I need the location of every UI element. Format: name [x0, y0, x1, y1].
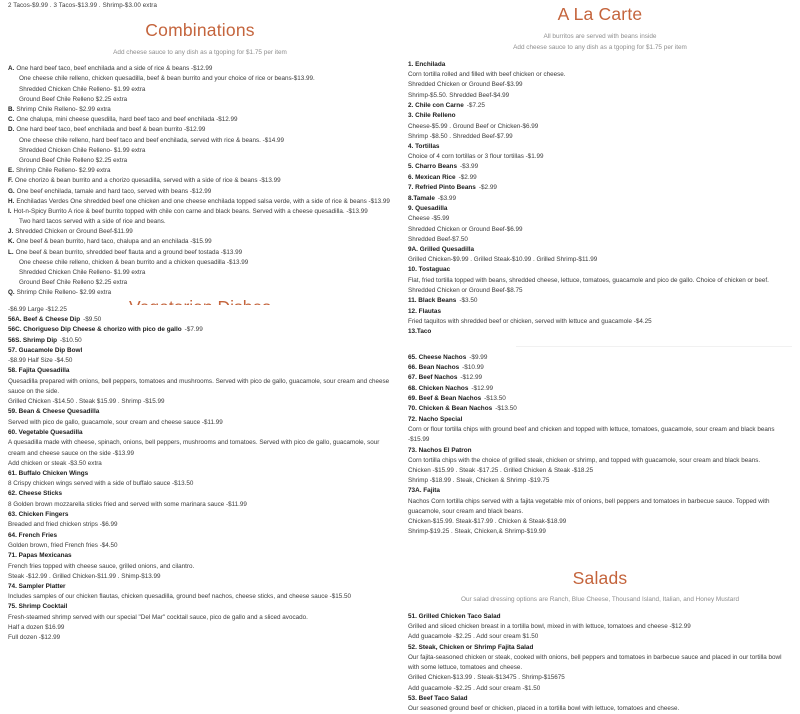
item-heading	[408, 245, 792, 255]
nachos-item	[408, 363, 792, 373]
item-name: 9. Quesadilla	[408, 204, 448, 212]
item-description-line: Choice of 4 corn tortillas or 3 flour tortillas -$1.99	[408, 153, 544, 161]
item-name: 56S. Shrimp Dip	[8, 336, 58, 344]
item-name: 51. Grilled Chicken Taco Salad	[408, 612, 501, 620]
item-heading	[8, 582, 392, 592]
combination-subline: Shredded Chicken Chile Relleno- $1.99 extra	[19, 85, 146, 93]
item-price: -$13.50	[484, 395, 506, 403]
item-heading	[408, 353, 792, 363]
top-note: 2 Tacos-$9.99 . 3 Tacos-$13.99 . Shrimp-$3.00 extra	[8, 2, 157, 9]
item-name: 68. Chicken Nachos	[408, 384, 469, 392]
item-heading	[8, 602, 392, 612]
combination-letter: L.	[8, 248, 14, 256]
item-name: 63. Chicken Fingers	[8, 511, 69, 518]
item-description-line: Shredded Chicken or Ground Beef-$6.99	[408, 225, 523, 233]
section-divider	[408, 342, 792, 351]
combination-description: Enchiladas Verdes One shredded beef one chicken and one cheese enchilada topped salsa verde, with a side of rice & beans -$13.99	[16, 197, 390, 205]
item-price: -$10.50	[60, 336, 82, 344]
item-name: 2. Chile con Carne	[408, 101, 464, 109]
combination-item	[8, 115, 392, 125]
combination-letter: I.	[8, 207, 12, 215]
item-name: 13.Taco	[408, 328, 432, 336]
combination-row	[8, 64, 392, 74]
nachos-item	[408, 394, 792, 404]
a-la-carte-item	[408, 60, 792, 101]
item-heading	[408, 446, 792, 456]
a-la-carte-item	[408, 194, 792, 204]
item-description-line: Shredded Chicken or Ground Beef-$8.75	[408, 287, 523, 295]
vegetarian-item	[8, 407, 392, 428]
combination-letter: F.	[8, 177, 13, 185]
item-price: -$7.99	[184, 326, 203, 334]
combination-item	[8, 176, 392, 186]
item-description-line: Shrimp -$18.99 . Steak, Chicken & Shrimp -$19.75	[408, 477, 550, 485]
combination-item	[8, 105, 392, 115]
item-description-line: Add guacamole -$2.25 . Add sour cream $1.50	[408, 633, 539, 641]
item-name: 58. Fajita Quesadilla	[8, 367, 70, 375]
item-name: 7. Refried Pinto Beans	[408, 184, 476, 192]
combination-item	[8, 187, 392, 197]
item-name: 6. Mexican Rice	[408, 173, 456, 181]
item-heading	[408, 404, 792, 414]
item-heading	[8, 510, 392, 520]
salad-item	[408, 643, 792, 694]
item-description-line: Our seasoned ground beef or chicken, placed in a tortilla bowl with lettuce, tomatoes and cheese.	[408, 705, 680, 713]
a-la-carte-item	[408, 204, 792, 245]
item-heading	[408, 643, 792, 653]
item-description-line: Add chicken or steak -$3.50 extra	[8, 459, 102, 467]
combinations-title: Combinations	[145, 20, 255, 40]
item-description-line: -$8.99 Half Size -$4.50	[8, 357, 73, 365]
combination-description: One chorizo & bean burrito and a chorizo quesadilla, served with a side of rice & beans -$13.99	[14, 177, 281, 185]
combination-letter: D.	[8, 126, 15, 134]
item-price: -$13.50	[495, 405, 517, 413]
combination-item	[8, 125, 392, 166]
combination-item	[8, 166, 392, 176]
combination-row	[8, 176, 392, 186]
combination-row	[8, 187, 392, 197]
combination-row	[8, 115, 392, 125]
combination-row	[8, 197, 392, 207]
combination-description: Shredded Chicken or Ground Beef-$11.99	[15, 228, 133, 236]
item-price: -$3.50	[459, 297, 478, 305]
nachos-item	[408, 373, 792, 383]
combination-item	[8, 227, 392, 237]
item-heading	[408, 101, 792, 111]
vegetarian-item	[8, 469, 392, 490]
item-heading	[8, 531, 392, 541]
item-heading	[408, 694, 792, 704]
combinations-subtitle: Add cheese sauce to any dish as a tgoping for $1.75 per item	[113, 48, 287, 56]
salads-subtitle: Our salad dressing options are Ranch, Blue Cheese, Thousand Island, Italian, and Honey Mustard	[460, 596, 740, 604]
vegetarian-item	[8, 336, 392, 346]
combination-letter: G.	[8, 187, 15, 195]
item-heading	[408, 162, 792, 172]
combination-letter: H.	[8, 197, 15, 205]
item-heading	[8, 315, 392, 325]
item-description-line: Chicken-$15.99. Steak-$17.99 . Chicken & Steak-$18.99	[408, 518, 567, 526]
item-price: -$2.99	[458, 173, 477, 181]
vegetarian-item	[8, 428, 392, 469]
item-name: 59. Bean & Cheese Quesadilla	[8, 408, 100, 416]
item-heading	[408, 612, 792, 622]
item-name: 73A. Fajita	[408, 487, 440, 495]
item-price: -$2.99	[478, 184, 497, 192]
item-heading	[408, 173, 792, 183]
nachos-item	[408, 446, 792, 487]
a-la-carte-item	[408, 327, 792, 337]
item-heading	[408, 384, 792, 394]
a-la-carte-item	[408, 101, 792, 111]
item-name: 62. Cheese Sticks	[8, 490, 62, 498]
item-description-line: Corn tortilla chips with the choice of grilled steak, chicken or shrimp, and topped with guacamole, sour cream and black beans.	[408, 456, 761, 464]
item-name: 69. Beef & Bean Nachos	[408, 395, 482, 403]
vegetarian-item	[8, 510, 392, 531]
item-description-line: Grilled Chicken -$14.50 . Steak $15.99 . Shrimp -$15.99	[8, 398, 165, 406]
item-heading	[8, 346, 392, 356]
item-name: 52. Steak, Chicken or Shrimp Fajita Salad	[408, 643, 534, 651]
item-description-line: Quesadilla prepared with onions, bell peppers, tomatoes and mushrooms. Served with pico de gallo, guacamole, sour cream and cheese sauce on the side.	[8, 377, 390, 395]
item-description-line: Includes samples of our chicken flautas, chicken quesadilla, ground beef nachos, cheese sticks, and cheese sauce -$15.50	[8, 593, 352, 601]
vegetarian-item	[8, 531, 392, 552]
combination-subline: One cheese chile relleno, chicken & bean burrito and a chicken quesadilla -$13.99	[19, 258, 249, 266]
a-la-carte-subtitle-1: All burritos are served with beans inside	[543, 32, 657, 40]
item-heading	[408, 60, 792, 70]
item-description-line: Corn or flour tortilla chips with ground beef and chicken and topped with lettuce, tomatoes, guacamole, sour cream and black beans -$15.99	[408, 426, 775, 444]
salad-item	[408, 694, 792, 714]
nachos-item	[408, 415, 792, 446]
right-column	[400, 0, 800, 714]
combination-row	[8, 237, 392, 247]
item-description-line: Nachos Corn tortilla chips served with a fajita vegetable mix of onions, bell peppers and tomatoes in barbecue sauce. Topped with guacamole, sour cream and black beans.	[408, 497, 770, 516]
a-la-carte-item	[408, 173, 792, 183]
item-heading	[8, 336, 392, 346]
combination-description: One hard beef taco, beef enchilada and a side of rice & beans -$12.99	[16, 65, 213, 73]
item-description-line: Cheese -$5.99	[408, 215, 450, 223]
item-heading	[8, 325, 392, 335]
item-heading	[408, 194, 792, 204]
combination-item	[8, 197, 392, 207]
item-description-line: Shredded Beef-$7.50	[408, 235, 468, 243]
combination-row	[8, 248, 392, 258]
item-heading	[8, 428, 392, 438]
item-heading	[408, 373, 792, 383]
item-heading	[8, 469, 392, 479]
nachos-item	[408, 353, 792, 363]
item-heading	[408, 415, 792, 425]
vegetarian-item	[8, 489, 392, 510]
combination-letter: A.	[8, 65, 15, 73]
combination-letter: J.	[8, 228, 14, 236]
salad-item	[408, 612, 792, 643]
item-description-line: Grilled Chicken-$9.99 . Grilled Steak-$10.99 . Grilled Shrimp-$11.99	[408, 256, 598, 264]
item-price: -$12.99	[471, 384, 494, 392]
salads-title: Salads	[572, 567, 628, 588]
item-description-line: Grilled and sliced chicken breast in a tortilla bowl, mixed in with lettuce, tomatoes and cheese -$12.99	[408, 623, 691, 631]
combination-description: One beef & bean burrito, shredded beef flauta and a ground beef tostada -$13.99	[15, 248, 243, 256]
item-heading	[408, 183, 792, 193]
item-heading	[8, 489, 392, 499]
item-name: 71. Papas Mexicanas	[8, 552, 72, 560]
item-heading	[408, 204, 792, 214]
combination-item	[8, 207, 392, 227]
item-description-line: Grilled Chicken-$13.99 . Steak-$13475 . Shrimp-$15675	[408, 674, 565, 682]
item-name: 12. Flautas	[408, 307, 442, 315]
a-la-carte-item	[408, 162, 792, 172]
item-heading	[408, 486, 792, 496]
nachos-item	[408, 384, 792, 394]
item-description-line: Served with pico de gallo, guacamole, sour cream and cheese sauce -$11.99	[8, 418, 223, 426]
item-heading	[8, 551, 392, 561]
combination-letter: E.	[8, 167, 14, 175]
combination-description: One beef & bean burrito, hard taco, chalupa and an enchilada -$15.99	[16, 238, 212, 246]
combination-subline: Ground Beef Chile Relleno $2.25 extra	[19, 95, 128, 103]
combination-description: One hard beef taco, beef enchilada and beef & bean burrito -$12.99	[16, 126, 206, 134]
combination-subline: Two hard tacos served with a side of rice and beans.	[19, 218, 166, 226]
salads-list	[408, 612, 792, 714]
item-name: 4. Tortillas	[408, 142, 440, 150]
item-name: 8.Tamale	[408, 194, 435, 202]
item-price: -$9.99	[469, 353, 488, 361]
combination-description: One chalupa, mini cheese quesdilla, hard beef taco and beef enchilada -$12.99	[16, 116, 238, 124]
item-name: 9A. Grilled Quesadilla	[408, 245, 475, 253]
item-price: -$3.99	[460, 163, 479, 171]
combination-letter: C.	[8, 116, 15, 124]
item-description-line: Cheese-$5.99 . Ground Beef or Chicken-$6.99	[408, 122, 539, 130]
combination-description: Shrimp Chile Relleno- $2.99 extra	[16, 106, 111, 113]
combination-item	[8, 248, 392, 289]
item-heading	[408, 327, 792, 337]
vegetarian-item	[8, 551, 392, 582]
item-heading	[408, 307, 792, 317]
item-description-line: Flat, fried tortilla topped with beans, shredded cheese, lettuce, tomatoes, guacamole and pico de gallo. Choice of chicken or beef.	[408, 276, 769, 284]
item-name: 66. Bean Nachos	[408, 363, 460, 371]
item-description-line: Fried taquitos with shredded beef or chicken, served with lettuce and guacamole -$4.25	[408, 317, 652, 325]
item-heading	[408, 296, 792, 306]
item-name: 74. Sampler Platter	[8, 582, 66, 590]
a-la-carte-item	[408, 296, 792, 306]
item-name: 75. Shrimp Cocktail	[8, 603, 68, 611]
combination-letter: B.	[8, 106, 15, 113]
combination-subline: One cheese chile relleno, chicken quesadilla, beef & bean burrito and your choice of rice or beans-$13.99.	[19, 75, 315, 83]
combination-subline: Shredded Chicken Chile Relleno- $1.99 extra	[19, 269, 146, 276]
combination-letter: Q.	[8, 289, 15, 297]
item-heading	[8, 407, 392, 417]
item-name: 60. Vegetable Quesadilla	[8, 428, 83, 436]
item-name: 1. Enchilada	[408, 60, 446, 68]
combination-description: One beef enchilada, tamale and hard taco, served with beans -$12.99	[16, 187, 212, 195]
item-name: 64. French Fries	[8, 531, 58, 539]
a-la-carte-item	[408, 142, 792, 163]
item-description-line: Corn tortilla rolled and filled with beef chicken or cheese.	[408, 71, 566, 79]
item-description-line: Breaded and fried chicken strips -$6.99	[8, 521, 118, 529]
a-la-carte-item	[408, 111, 792, 142]
combination-subline: Ground Beef Chile Relleno $2.25 extra	[19, 156, 128, 164]
nachos-item	[408, 486, 792, 537]
nachos-item	[408, 404, 792, 414]
item-description-line: A quesadilla made with cheese, spinach, onions, bell peppers, mushrooms and tomatoes. Served with pico de gallo, guacamole, sour cream and cheese sauce on the side -$13.99	[8, 439, 380, 457]
item-description-line: Shrimp-$19.25 . Steak, Chicken,& Shrimp-$19.99	[408, 528, 546, 536]
item-description-line: French fries topped with cheese sauce, grilled onions, and cilantro.	[8, 562, 195, 570]
a-la-carte-item	[408, 265, 792, 296]
item-heading	[8, 366, 392, 376]
item-name: 10. Tostaguac	[408, 266, 451, 274]
item-name: 61. Buffalo Chicken Wings	[8, 469, 89, 477]
a-la-carte-item	[408, 183, 792, 193]
item-price: -$7.25	[466, 101, 485, 109]
combination-row	[8, 227, 392, 237]
item-name: 72. Nacho Special	[408, 415, 463, 423]
item-heading	[408, 265, 792, 275]
item-heading	[408, 394, 792, 404]
item-name: 3. Chile Relleno	[408, 112, 456, 120]
a-la-carte-item	[408, 245, 792, 266]
item-description-line: Half a dozen $16.99	[8, 624, 65, 631]
vegetarian-item	[8, 325, 392, 335]
item-name: 53. Beef Taco Salad	[408, 694, 468, 702]
combination-description: Shrimp Chile Relleno- $2.99 extra	[16, 289, 112, 297]
vegetarian-item	[8, 582, 392, 603]
a-la-carte-title: A La Carte	[557, 4, 643, 24]
item-description-line: Full dozen -$12.99	[8, 634, 61, 642]
item-description-line: Steak -$12.99 . Grilled Chicken-$11.99 . Shimp-$13.99	[8, 572, 161, 580]
vegetarian-item	[8, 366, 392, 407]
item-description-line: Shrimp-$5.50. Shredded Beef-$4.99	[408, 91, 510, 99]
item-name: 70. Chicken & Bean Nachos	[408, 405, 493, 413]
combination-description: Hot-n-Spicy Burrito A rice & beef burrito topped with chile con carne and black beans. Served with a cheese quesadilla. -$13.99	[13, 207, 368, 215]
combination-row	[8, 207, 392, 217]
vegetarian-item	[8, 315, 392, 325]
item-name: 11. Black Beans	[408, 297, 457, 305]
item-description-line: Our fajita-seasoned chicken or steak, cooked with onions, bell peppers and tomatoes in barbecue sauce and placed in our tortilla bowl with some lettuce, tomatoes and cheese.	[408, 653, 782, 672]
item-name: 56C. Chorigueso Dip Cheese & chorizo with pico de gallo	[8, 326, 182, 334]
item-description-line: Chicken -$15.99 . Steak -$17.25 . Grilled Chicken & Steak -$18.25	[408, 467, 594, 475]
item-heading	[408, 363, 792, 373]
vegetarian-item	[8, 602, 392, 643]
combination-item	[8, 64, 392, 105]
item-description-line: Fresh-steamed shrimp served with our special "Del Mar" cocktail sauce, pico de gallo and a sliced avocado.	[8, 613, 308, 621]
vegetarian-pre-line: -$6.99 Large -$12.25	[8, 305, 67, 313]
combinations-list	[8, 64, 392, 298]
item-description-line: Shredded Chicken or Ground Beef-$3.99	[408, 81, 523, 89]
item-name: 73. Nachos El Patron	[408, 446, 472, 454]
item-description-line: 8 Crispy chicken wings served with a side of buffalo sauce -$13.50	[8, 480, 194, 488]
combination-subline: One cheese chile relleno, hard beef taco and beef enchilada, served with rice & beans. -$14.99	[19, 136, 284, 144]
combination-subline: Ground Beef Chile Relleno $2.25 extra	[19, 279, 128, 287]
item-name: 57. Guacamole Dip Bowl	[8, 346, 83, 354]
item-heading	[408, 111, 792, 121]
item-name: 56A. Beef & Cheese Dip	[8, 315, 81, 323]
item-description-line: 8 Golden brown mozzarella sticks fried and served with some marinara sauce -$11.99	[8, 500, 247, 508]
item-price: -$3.99	[437, 194, 457, 202]
a-la-carte-subtitle-2: Add cheese sauce to any dish as a tgoping for $1.75 per item	[513, 44, 687, 52]
vegetarian-item	[8, 346, 392, 367]
item-price: -$10.99	[462, 363, 484, 371]
combination-row	[8, 105, 392, 115]
item-description-line: Shrimp -$8.50 . Shredded Beef-$7.99	[408, 132, 513, 140]
vegetarian-list	[8, 305, 392, 644]
nachos-list	[408, 353, 792, 538]
item-heading	[408, 142, 792, 152]
combination-row	[8, 166, 392, 176]
combination-letter: K.	[8, 238, 15, 246]
item-name: 67. Beef Nachos	[408, 374, 458, 382]
combination-description: Shrimp Chile Relleno- $2.99 extra	[15, 167, 111, 175]
item-name: 65. Cheese Nachos	[408, 353, 467, 361]
item-name: 5. Charro Beans	[408, 163, 458, 171]
combination-item	[8, 237, 392, 247]
item-description-line: Golden brown, fried French fries -$4.50	[8, 541, 118, 549]
item-price: -$12.99	[460, 374, 483, 382]
item-price: -$9.50	[83, 315, 102, 323]
a-la-carte-list	[408, 60, 792, 338]
combination-row	[8, 125, 392, 135]
a-la-carte-item	[408, 307, 792, 328]
combination-subline: Shredded Chicken Chile Relleno- $1.99 extra	[19, 146, 146, 154]
item-description-line: Add guacamole -$2.25 . Add sour cream -$1.50	[408, 684, 541, 692]
